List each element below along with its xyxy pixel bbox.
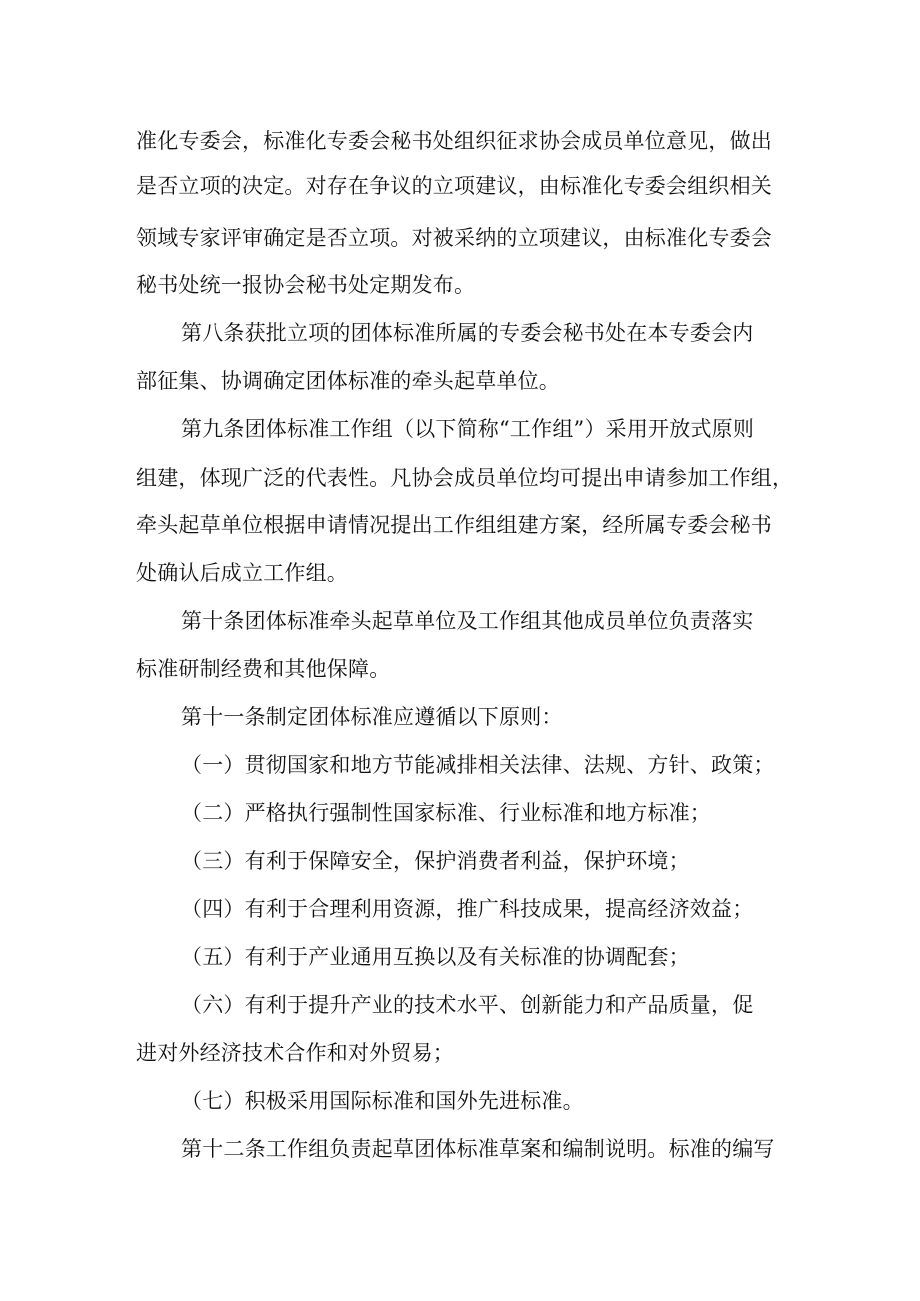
list-item: （七）积极采用国际标准和国外先进标准。 — [181, 1089, 584, 1113]
list-item: （五）有利于产业通用互换以及有关标准的协调配套； — [181, 945, 690, 969]
article-8-line: 部征集、协调确定团体标准的牵头起草单位。 — [136, 369, 560, 393]
list-item: （二）严格执行强制性国家标准、行业标准和地方标准； — [181, 801, 711, 825]
list-item: （三）有利于保障安全，保护消费者利益，保护环境； — [181, 849, 690, 873]
article-9-line: 牵头起草单位根据申请情况提出工作组组建方案，经所属专委会秘书 — [136, 513, 772, 537]
article-11-line: 第十一条制定团体标准应遵循以下原则： — [181, 705, 563, 729]
article-9-line: 组建，体现广泛的代表性。凡协会成员单位均可提出申请参加工作组， — [136, 466, 794, 490]
list-item: （六）有利于提升产业的技术水平、创新能力和产品质量，促 — [181, 993, 754, 1017]
article-9-line: 处确认后成立工作组。 — [136, 561, 348, 585]
paragraph-line: 是否立项的决定。对存在争议的立项建议，由标准化专委会组织相关 — [136, 174, 772, 198]
paragraph-line: 领域专家评审确定是否立项。对被采纳的立项建议，由标准化专委会 — [136, 226, 772, 250]
paragraph-line: 秘书处统一报协会秘书处定期发布。 — [136, 273, 476, 297]
article-10-line: 第十条团体标准牵头起草单位及工作组其他成员单位负责落实 — [181, 609, 754, 633]
article-10-line: 标准研制经费和其他保障。 — [136, 657, 391, 681]
article-9-line: 第九条团体标准工作组（以下简称“工作组”）采用开放式原则 — [181, 417, 755, 441]
list-item: 进对外经济技术合作和对外贸易； — [136, 1041, 454, 1065]
list-item: （一）贯彻国家和地方节能减排相关法律、法规、方针、政策； — [181, 753, 775, 777]
article-8-line: 第八条获批立项的团体标准所属的专委会秘书处在本专委会内 — [181, 321, 754, 345]
paragraph-line: 准化专委会，标准化专委会秘书处组织征求协会成员单位意见，做出 — [136, 129, 772, 153]
article-12-line: 第十二条工作组负责起草团体标准草案和编制说明。标准的编写 — [181, 1137, 775, 1161]
list-item: （四）有利于合理利用资源，推广科技成果，提高经济效益； — [181, 897, 754, 921]
